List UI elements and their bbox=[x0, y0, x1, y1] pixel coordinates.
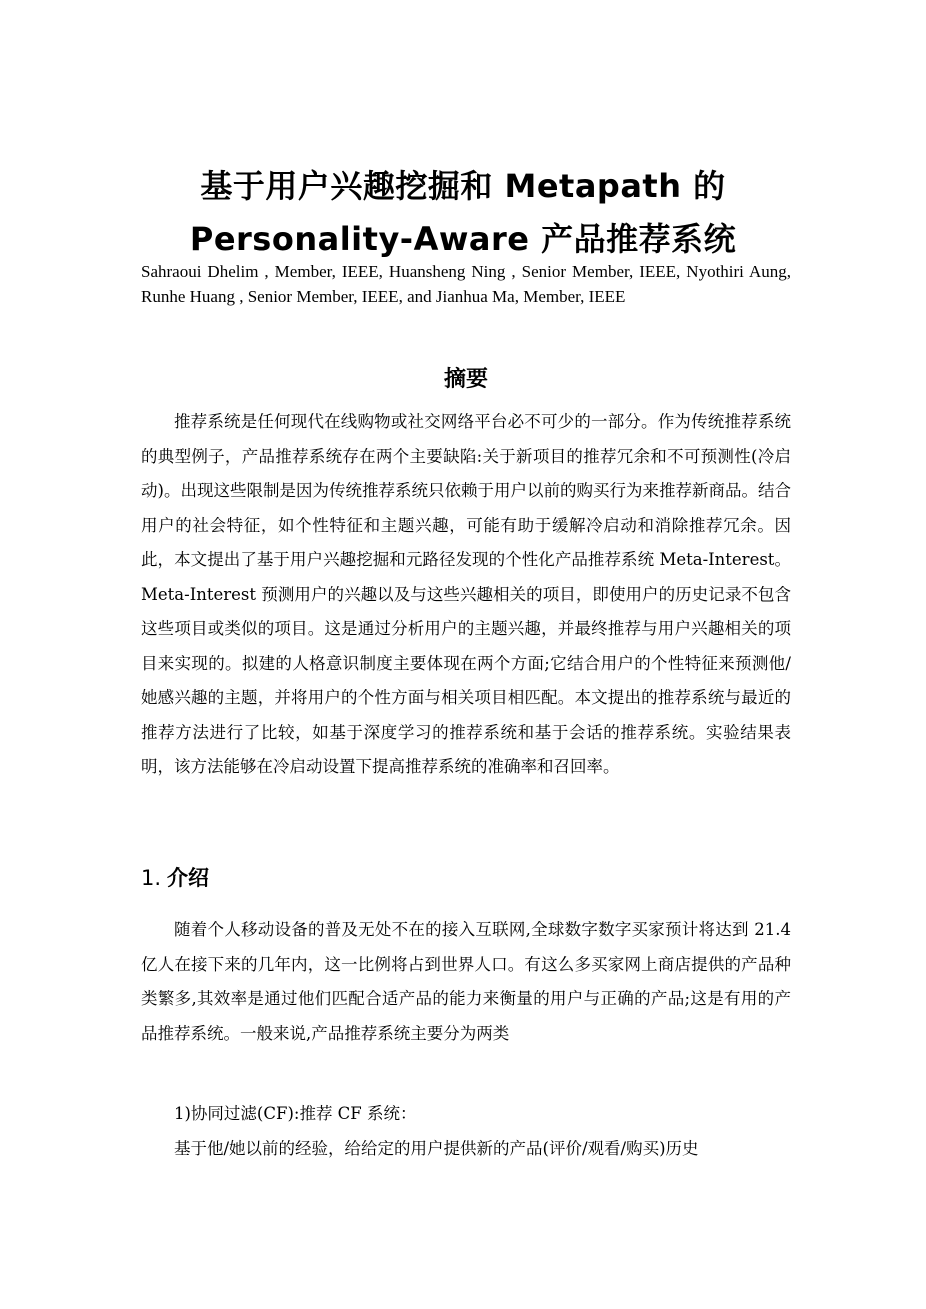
paper-title bbox=[120, 160, 806, 266]
abstract-paragraph: 推荐系统是任何现代在线购物或社交网络平台必不可少的一部分。作为传统推荐系统的典型例子，产品推荐系统存在两个主要缺陷:关于新项目的推荐冗余和不可预测性(冷启动)。出现这些限制是因为传统推荐系统只依赖于用户以前的购买行为来推荐新商品。结合用户的社会特征，如个性特征和主题兴趣，可能有助于缓解冷启动和消除推荐冗余。因此，本文提出了基于用户兴趣挖掘和元路径发现的个性化产品推荐系统 Meta-Interest。Meta-Interest 预测用户的兴趣以及与这些兴趣相关的项目，即使用户的历史记录不包含这些项目或类似的项目。这是通过分析用户的主题兴趣，并最终推荐与用户兴趣相关的项目来实现的。拟建的人格意识制度主要体现在两个方面;它结合用户的个性特征来预测他/她感兴趣的主题，并将用户的个性方面与相关项目相匹配。本文提出的推荐系统与最近的推荐方法进行了比较，如基于深度学习的推荐系统和基于会话的推荐系统。实验结果表明，该方法能够在冷启动设置下提高推荐系统的准确率和召回率。 bbox=[141, 412, 791, 776]
introduction-paragraph: 随着个人移动设备的普及无处不在的接入互联网,全球数字数字买家预计将达到 21.4 亿人在接下来的几年内，这一比例将占到世界人口。有这么多买家网上商店提供的产品种类繁多,其效率是通过他们匹配合适产品的能力来衡量的用户与正确的产品;这是有用的产品推荐系统。一般来说,产品推荐系统主要分为两类 bbox=[141, 920, 791, 1043]
cf-description-paragraph: 基于他/她以前的经验，给给定的用户提供新的产品(评价/观看/购买)历史 bbox=[174, 1139, 699, 1158]
section-heading-introduction bbox=[141, 860, 209, 896]
section-title: 介绍 bbox=[167, 866, 210, 890]
section-number: 1. bbox=[141, 866, 162, 890]
list-item-collaborative-filtering: 1)协同过滤(CF):推荐 CF 系统： bbox=[174, 1104, 417, 1123]
abstract-heading: 摘要 bbox=[443, 367, 488, 392]
title-line-2: Personality-Aware 产品推荐系统 bbox=[189, 220, 737, 258]
author-list: Sahraoui Dhelim , Member, IEEE, Huansheng Ning , Senior Member, IEEE, Nyothiri Aung, Runhe Huang , Senior Member, IEEE, and Jianhua Ma, Member, IEEE bbox=[141, 262, 791, 306]
title-line-1: 基于用户兴趣挖掘和 Metapath 的 bbox=[200, 167, 726, 205]
